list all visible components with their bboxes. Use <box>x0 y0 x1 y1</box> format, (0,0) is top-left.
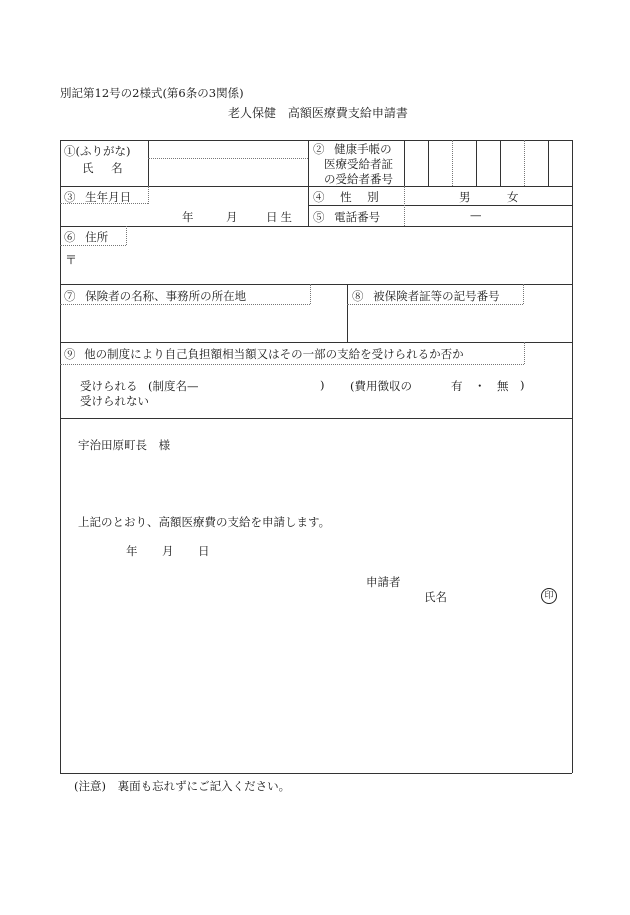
phone-label: ⑤ 電話番号 <box>313 210 381 224</box>
insured-number-label: ⑧ 被保険者証等の記号番号 <box>352 289 500 303</box>
application-day: 日 <box>198 544 210 558</box>
form-title: 老人保健 高額医療費支給申請書 <box>228 106 408 120</box>
insurer-field[interactable] <box>61 306 346 341</box>
phone-dash: — <box>470 208 482 222</box>
name-label: 氏 名 <box>82 161 123 175</box>
application-statement: 上記のとおり、高額医療費の支給を申請します。 <box>78 515 331 529</box>
phone-field[interactable] <box>405 206 571 225</box>
seal-mark: 印 <box>541 588 557 604</box>
application-year: 年 <box>126 544 138 558</box>
form-number: 別記第12号の2様式(第6条の3関係) <box>60 86 244 100</box>
furigana-field[interactable] <box>149 141 307 157</box>
cert-label-line1: ② 健康手帳の <box>313 142 392 156</box>
addressee: 宇治田原町長 様 <box>78 438 171 452</box>
cert-label-line2: 医療受給者証 <box>324 157 393 171</box>
fee-no[interactable]: 無 <box>497 379 509 393</box>
system-name-label: (制度名— <box>148 379 199 393</box>
applicant-label: 申請者 <box>366 575 401 589</box>
fee-yes[interactable]: 有 <box>451 379 463 393</box>
birthdate-field[interactable] <box>149 205 307 225</box>
option-cannot-receive[interactable]: 受けられない <box>80 394 149 408</box>
birthdate-label: ③ 生年月日 <box>64 190 132 204</box>
footer-note: (注意) 裏面も忘れずにご記入ください。 <box>74 779 291 793</box>
birth-month: 月 <box>226 210 238 224</box>
sex-female[interactable]: 女 <box>507 190 519 204</box>
insured-number-field[interactable] <box>348 306 571 341</box>
fee-separator: ・ <box>474 379 486 393</box>
system-name-close: ) <box>320 378 325 392</box>
applicant-name-field[interactable] <box>452 586 536 604</box>
cert-label-line3: の受給者番号 <box>324 172 393 186</box>
address-label: ⑥ 住所 <box>64 230 109 244</box>
sex-label: ④ 性 別 <box>313 190 379 204</box>
system-name-field[interactable] <box>215 376 315 392</box>
fee-close: ) <box>520 378 525 392</box>
name-field[interactable] <box>149 159 307 185</box>
application-month: 月 <box>162 544 174 558</box>
furigana-label: ①(ふりがな) <box>64 144 131 158</box>
birth-day: 日生 <box>266 210 295 224</box>
insurer-label: ⑦ 保険者の名称、事務所の所在地 <box>64 289 247 303</box>
applicant-name-label: 氏名 <box>424 590 447 604</box>
other-system-label: ⑨ 他の制度により自己負担額相当額又はその一部の支給を受けられるか否か <box>64 347 464 361</box>
postal-mark: 〒 <box>65 253 78 267</box>
address-field[interactable] <box>80 247 570 283</box>
recipient-number-field[interactable] <box>405 141 571 185</box>
sex-male[interactable]: 男 <box>459 190 471 204</box>
application-date-field[interactable] <box>78 540 218 558</box>
option-can-receive[interactable]: 受けられる <box>80 379 138 393</box>
birth-year: 年 <box>182 210 194 224</box>
fee-collection-label: (費用徴収の <box>350 379 412 393</box>
